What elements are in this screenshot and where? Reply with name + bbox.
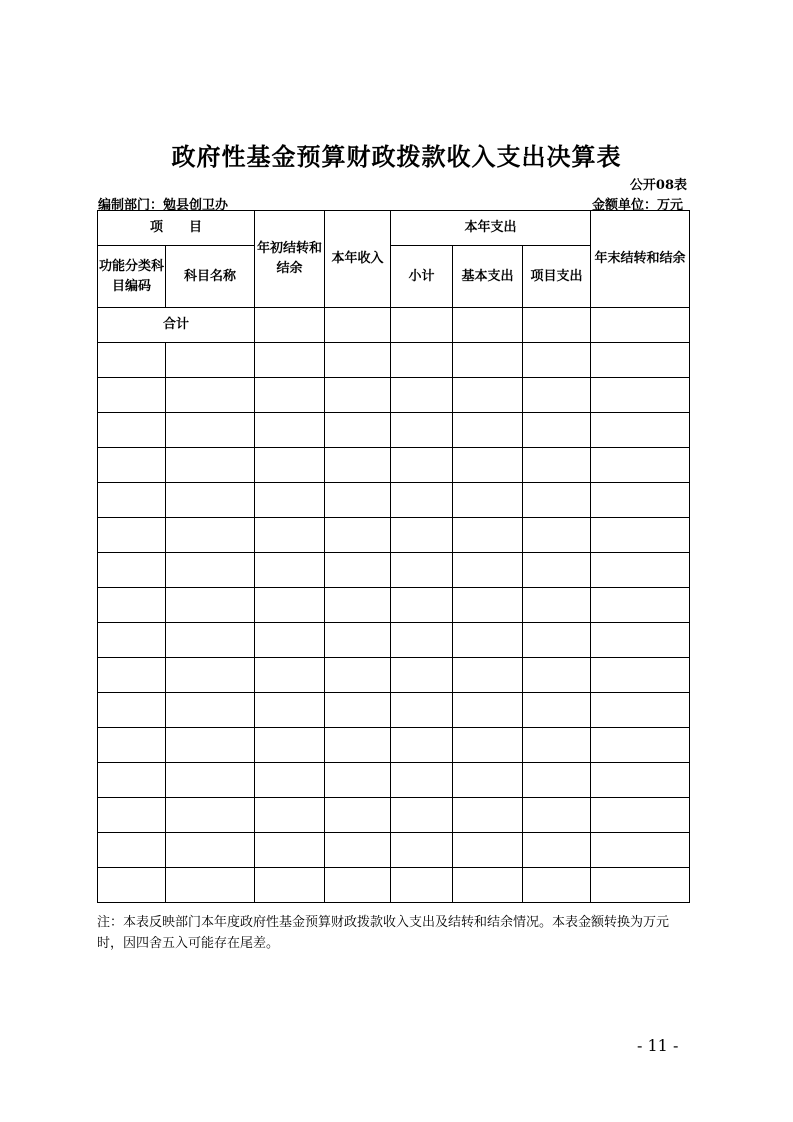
cell: [255, 693, 325, 728]
cell: [523, 518, 591, 553]
cell: [166, 693, 255, 728]
cell: [166, 483, 255, 518]
cell: [453, 833, 523, 868]
header-expenditure: 本年支出: [391, 211, 591, 246]
cell: [325, 798, 391, 833]
cell: [391, 378, 453, 413]
cell: [166, 518, 255, 553]
cell: [255, 308, 325, 343]
header-item: 项 目: [98, 211, 255, 246]
cell: [591, 483, 690, 518]
cell: [325, 623, 391, 658]
cell: [255, 518, 325, 553]
cell: [325, 833, 391, 868]
header-basic: 基本支出: [453, 246, 523, 308]
cell: [166, 448, 255, 483]
cell: [391, 518, 453, 553]
table-row: [98, 763, 690, 798]
header-func-code: 功能分类科目编码: [98, 246, 166, 308]
cell: [166, 378, 255, 413]
cell: [98, 693, 166, 728]
cell: [255, 448, 325, 483]
cell: [325, 693, 391, 728]
unit-label: 金额单位：万元: [591, 198, 683, 213]
cell: [325, 448, 391, 483]
cell: [325, 763, 391, 798]
cell: [453, 798, 523, 833]
cell: [591, 413, 690, 448]
cell: [166, 413, 255, 448]
cell: [523, 588, 591, 623]
cell: [523, 693, 591, 728]
table-row: [98, 378, 690, 413]
cell: [453, 658, 523, 693]
cell: [391, 308, 453, 343]
cell: [98, 588, 166, 623]
cell: [453, 588, 523, 623]
header-end-balance: 年末结转和结余: [591, 211, 690, 308]
table-row: [98, 588, 690, 623]
cell: [523, 728, 591, 763]
cell: [98, 868, 166, 903]
cell: [166, 343, 255, 378]
cell: [591, 378, 690, 413]
cell: [591, 833, 690, 868]
department-label: 编制部门：勉县创卫办: [98, 198, 229, 213]
cell: [255, 413, 325, 448]
cell: [391, 798, 453, 833]
cell: [98, 378, 166, 413]
cell: [391, 413, 453, 448]
cell: [325, 308, 391, 343]
cell: [255, 343, 325, 378]
header-begin-balance: 年初结转和结余: [255, 211, 325, 308]
cell: [391, 868, 453, 903]
table-row: [98, 553, 690, 588]
cell: [391, 833, 453, 868]
cell: [523, 763, 591, 798]
table-row: [98, 623, 690, 658]
cell: [453, 518, 523, 553]
cell: [98, 658, 166, 693]
cell: [391, 483, 453, 518]
cell: [523, 658, 591, 693]
cell: [98, 343, 166, 378]
cell: [98, 483, 166, 518]
table-row: [98, 868, 690, 903]
cell: [453, 343, 523, 378]
cell: [98, 623, 166, 658]
page-number: - 11 -: [637, 1036, 679, 1055]
cell: [523, 413, 591, 448]
cell: [391, 623, 453, 658]
cell: [453, 413, 523, 448]
cell: [325, 518, 391, 553]
cell: [391, 588, 453, 623]
cell: [523, 378, 591, 413]
cell: [453, 868, 523, 903]
cell: [325, 413, 391, 448]
cell: [98, 518, 166, 553]
cell: [166, 833, 255, 868]
cell: [591, 693, 690, 728]
cell: [453, 553, 523, 588]
table-row: [98, 658, 690, 693]
cell: [523, 308, 591, 343]
cell: [591, 518, 690, 553]
cell: [98, 413, 166, 448]
cell: [453, 378, 523, 413]
cell: [98, 798, 166, 833]
cell: [591, 448, 690, 483]
cell: [166, 553, 255, 588]
cell: [523, 798, 591, 833]
table-row: [98, 448, 690, 483]
cell: [591, 868, 690, 903]
cell: [591, 308, 690, 343]
cell: [325, 658, 391, 693]
cell: [391, 658, 453, 693]
table-row: [98, 728, 690, 763]
cell: [453, 693, 523, 728]
cell: [453, 623, 523, 658]
cell: [255, 868, 325, 903]
cell: [98, 728, 166, 763]
cell: [255, 833, 325, 868]
cell: [325, 343, 391, 378]
cell: [325, 868, 391, 903]
cell: [166, 658, 255, 693]
cell: [591, 588, 690, 623]
cell: [166, 763, 255, 798]
cell: [591, 658, 690, 693]
cell: [591, 343, 690, 378]
table-row: [98, 693, 690, 728]
cell: [98, 763, 166, 798]
cell: [391, 553, 453, 588]
cell: [325, 588, 391, 623]
cell: [523, 553, 591, 588]
total-row: [98, 308, 690, 343]
footnote: 注：本表反映部门本年度政府性基金预算财政拨款收入支出及结转和结余情况。本表金额转换为万元时，因四舍五入可能存在尾差。: [97, 915, 670, 951]
budget-table: [97, 210, 690, 903]
cell: [591, 623, 690, 658]
cell: [166, 798, 255, 833]
cell: [523, 343, 591, 378]
cell: [255, 553, 325, 588]
cell: [591, 553, 690, 588]
total-label: 合计: [98, 308, 255, 343]
cell: [325, 378, 391, 413]
cell: [98, 448, 166, 483]
cell: [591, 728, 690, 763]
cell: [166, 623, 255, 658]
cell: [166, 588, 255, 623]
header-subject-name: 科目名称: [166, 246, 255, 308]
cell: [98, 553, 166, 588]
cell: [325, 483, 391, 518]
cell: [255, 483, 325, 518]
cell: [166, 728, 255, 763]
cell: [453, 763, 523, 798]
cell: [391, 763, 453, 798]
cell: [325, 553, 391, 588]
cell: [255, 728, 325, 763]
table-row: [98, 798, 690, 833]
table-row: [98, 413, 690, 448]
table-row: [98, 518, 690, 553]
empty-rows: [98, 343, 690, 903]
table-row: [98, 483, 690, 518]
cell: [325, 728, 391, 763]
header-income: 本年收入: [325, 211, 391, 308]
cell: [166, 868, 255, 903]
cell: [453, 728, 523, 763]
table-row: [98, 833, 690, 868]
header-project: 项目支出: [523, 246, 591, 308]
cell: [523, 483, 591, 518]
cell: [453, 483, 523, 518]
cell: [255, 658, 325, 693]
cell: [255, 588, 325, 623]
form-code: 公开08表: [629, 178, 687, 193]
cell: [255, 763, 325, 798]
cell: [98, 833, 166, 868]
cell: [391, 728, 453, 763]
cell: [391, 343, 453, 378]
cell: [591, 763, 690, 798]
page-title: 政府性基金预算财政拨款收入支出决算表: [171, 143, 622, 171]
cell: [391, 448, 453, 483]
cell: [523, 868, 591, 903]
cell: [255, 378, 325, 413]
cell: [523, 448, 591, 483]
cell: [453, 308, 523, 343]
cell: [453, 448, 523, 483]
table-row: [98, 343, 690, 378]
cell: [255, 623, 325, 658]
cell: [591, 798, 690, 833]
cell: [523, 623, 591, 658]
cell: [523, 833, 591, 868]
cell: [391, 693, 453, 728]
cell: [255, 798, 325, 833]
header-subtotal: 小计: [391, 246, 453, 308]
